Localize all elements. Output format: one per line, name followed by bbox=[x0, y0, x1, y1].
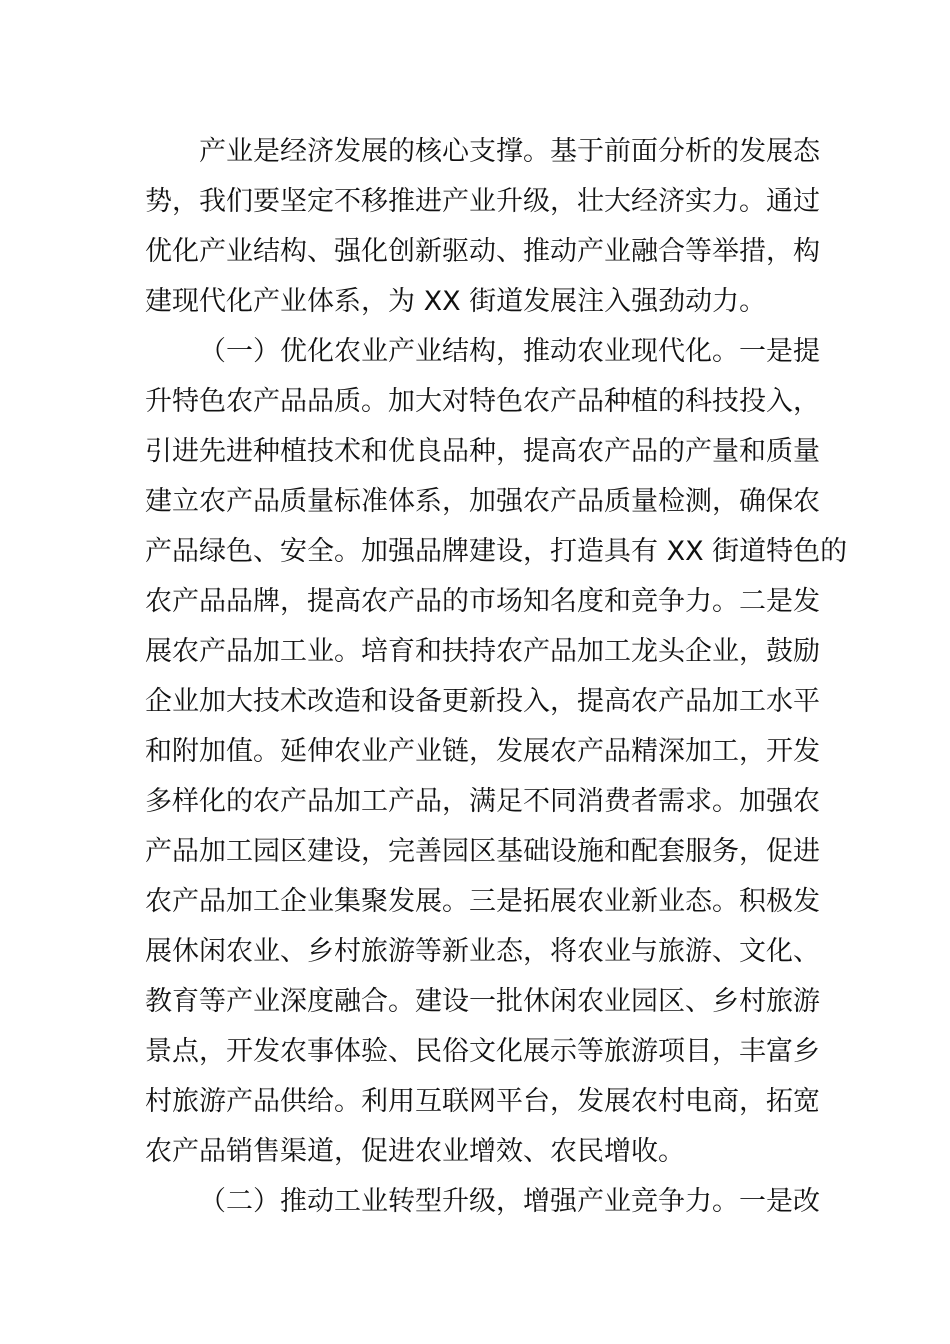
text-line: 产品加工园区建设，完善园区基础设施和配套服务，促进 bbox=[145, 836, 820, 867]
text-line: 村旅游产品供给。利用互联网平台，发展农村电商，拓宽 bbox=[145, 1086, 820, 1117]
text-line: 和附加值。延伸农业产业链，发展农产品精深加工，开发 bbox=[145, 736, 820, 767]
text-line: 多样化的农产品加工产品，满足不同消费者需求。加强农 bbox=[145, 786, 820, 817]
paragraph-industry bbox=[145, 1177, 820, 1227]
text-line: 景点，开发农事体验、民俗文化展示等旅游项目，丰富乡 bbox=[145, 1036, 820, 1067]
text-line: 势，我们要坚定不移推进产业升级，壮大经济实力。通过 bbox=[145, 186, 820, 217]
section-heading-line: （二）推动工业转型升级，增强产业竞争力。一是改 bbox=[199, 1186, 820, 1217]
text-line: 产品绿色、安全。加强品牌建设，打造具有 XX 街道特色的 bbox=[145, 536, 848, 567]
text-line: 农产品销售渠道，促进农业增效、农民增收。 bbox=[145, 1136, 685, 1167]
text-line: 农产品加工企业集聚发展。三是拓展农业新业态。积极发 bbox=[145, 886, 820, 917]
text-line: 展休闲农业、乡村旅游等新业态，将农业与旅游、文化、 bbox=[145, 936, 820, 967]
text-line: 升特色农产品品质。加大对特色农产品种植的科技投入， bbox=[145, 386, 820, 417]
paragraph-intro bbox=[145, 127, 820, 327]
text-line: 农产品品牌，提高农产品的市场知名度和竞争力。二是发 bbox=[145, 586, 820, 617]
text-line: 教育等产业深度融合。建设一批休闲农业园区、乡村旅游 bbox=[145, 986, 820, 1017]
text-line: 企业加大技术改造和设备更新投入，提高农产品加工水平 bbox=[145, 686, 820, 717]
text-line: 建立农产品质量标准体系，加强农产品质量检测，确保农 bbox=[145, 486, 820, 517]
text-line: 产业是经济发展的核心支撑。基于前面分析的发展态 bbox=[199, 136, 820, 167]
text-line: 优化产业结构、强化创新驱动、推动产业融合等举措，构 bbox=[145, 236, 820, 267]
text-line: 建现代化产业体系，为 XX 街道发展注入强劲动力。 bbox=[145, 286, 767, 317]
section-heading-line: （一）优化农业产业结构，推动农业现代化。一是提 bbox=[199, 336, 820, 367]
text-line: 引进先进种植技术和优良品种，提高农产品的产量和质量 bbox=[145, 436, 820, 467]
text-line: 展农产品加工业。培育和扶持农产品加工龙头企业，鼓励 bbox=[145, 636, 820, 667]
document-body bbox=[145, 127, 848, 1227]
paragraph-agriculture bbox=[145, 327, 848, 1177]
